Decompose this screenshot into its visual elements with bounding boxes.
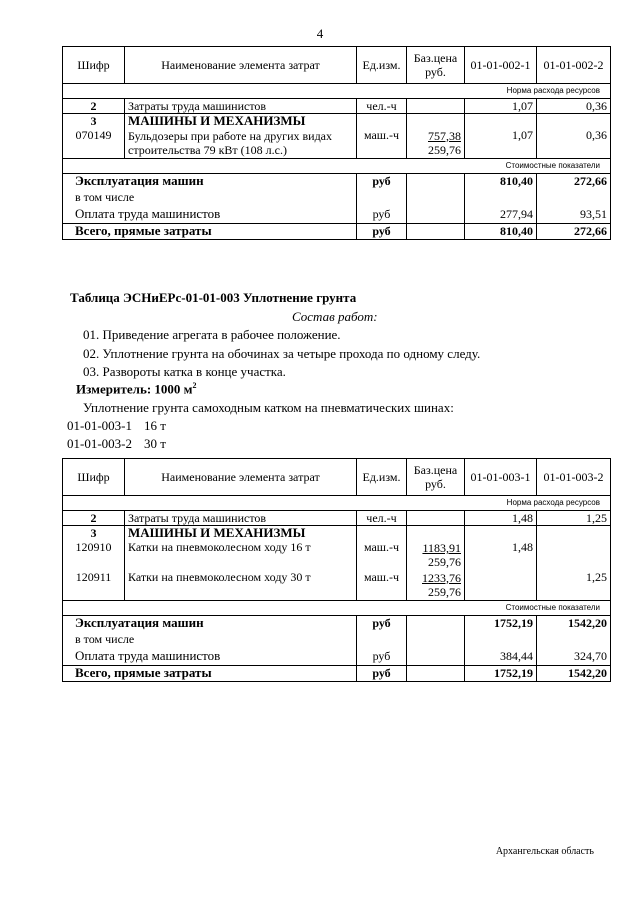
row-value-1: 1,07 — [465, 99, 537, 114]
row-value-2: 1,25 — [537, 511, 611, 526]
row-value-2: 1,25 — [537, 570, 611, 600]
cost-label: Стоимостные показатели — [63, 158, 611, 173]
header-unit: Ед.изм. — [357, 47, 407, 84]
footer-region: Архангельская область — [495, 846, 594, 857]
header-col1: 01-01-002-1 — [465, 47, 537, 84]
section-code: 3 — [63, 114, 125, 129]
row-value-2: 0,36 — [537, 99, 611, 114]
row-code: 2 — [63, 99, 125, 114]
page-number: 4 — [316, 26, 324, 41]
price-wage: 259,76 — [428, 142, 461, 157]
header-name: Наименование элемента затрат — [125, 47, 357, 84]
table-row — [63, 128, 611, 158]
row-code: 120911 — [63, 570, 125, 600]
cost-value-1: 277,94 — [465, 205, 537, 223]
variant-code: 01-01-003-1 — [67, 418, 132, 433]
variant-value: 30 т — [144, 436, 166, 451]
meter-label — [76, 381, 197, 397]
cost-name: Всего, прямые затраты — [63, 223, 357, 239]
work-item: 02. Уплотнение грунта на обочинах за четыре прохода по одному следу. — [83, 346, 481, 361]
works-title: Состав работ: — [292, 309, 378, 324]
row-unit: маш.-ч — [357, 570, 407, 600]
cost-unit: руб — [357, 615, 407, 631]
cost-value-2: 272,66 — [537, 173, 611, 189]
section-name: МАШИНЫ И МЕХАНИЗМЫ — [125, 526, 357, 541]
row-value-1: 1,07 — [465, 128, 537, 158]
table-2 — [62, 458, 611, 682]
row-name: Затраты труда машинистов — [125, 99, 357, 114]
cost-value-2: 324,70 — [537, 647, 611, 665]
row-name: Катки на пневмоколесном ходу 30 т — [125, 570, 357, 600]
table-1 — [62, 46, 611, 240]
cost-value-1: 1752,19 — [465, 615, 537, 631]
row-name: Затраты труда машинистов — [125, 511, 357, 526]
cost-value-1: 810,40 — [465, 173, 537, 189]
row-name-line2: строительства 79 кВт (108 л.с.) — [128, 142, 287, 157]
table-row — [63, 189, 611, 205]
work-item: 01. Приведение агрегата в рабочее положение. — [83, 327, 341, 342]
table-row — [63, 526, 611, 541]
row-name: Катки на пневмоколесном ходу 16 т — [125, 540, 357, 570]
cost-name: Оплата труда машинистов — [63, 647, 357, 665]
variant-code: 01-01-003-2 — [67, 436, 132, 451]
including-label: в том числе — [63, 631, 357, 647]
price-main: 1233,76 — [422, 570, 461, 585]
cost-unit: руб — [357, 173, 407, 189]
cost-value-2: 1542,20 — [537, 615, 611, 631]
norm-label: Норма расхода ресурсов — [63, 84, 611, 99]
cost-value-1: 384,44 — [465, 647, 537, 665]
header-col1: 01-01-003-1 — [465, 459, 537, 496]
norm-label: Норма расхода ресурсов — [63, 496, 611, 511]
cost-label: Стоимостные показатели — [63, 600, 611, 615]
section-name: МАШИНЫ И МЕХАНИЗМЫ — [125, 114, 357, 129]
row-value-1 — [465, 570, 537, 600]
table-row — [63, 223, 611, 239]
row-price — [407, 570, 465, 600]
header-unit: Ед.изм. — [357, 459, 407, 496]
description: Уплотнение грунта самоходным катком на пневматических шинах: — [83, 400, 454, 415]
row-value-2: 0,36 — [537, 128, 611, 158]
work-item: 03. Развороты катка в конце участка. — [83, 364, 286, 379]
cost-name: Оплата труда машинистов — [63, 205, 357, 223]
meter-text: Измеритель: 1000 м — [76, 381, 193, 397]
header-base-price: Баз.цена руб. — [407, 459, 465, 496]
row-value-1: 1,48 — [465, 511, 537, 526]
table-1-header — [63, 47, 611, 84]
cost-value-2: 272,66 — [537, 223, 611, 239]
row-unit: маш.-ч — [357, 128, 407, 158]
header-code: Шифр — [63, 47, 125, 84]
including-label: в том числе — [63, 189, 357, 205]
price-wage: 259,76 — [428, 555, 461, 569]
header-col2: 01-01-002-2 — [537, 47, 611, 84]
table-row — [63, 570, 611, 600]
cost-value-1: 1752,19 — [465, 665, 537, 681]
price-main: 757,38 — [428, 128, 461, 143]
cost-value-2: 93,51 — [537, 205, 611, 223]
cost-value-2: 1542,20 — [537, 665, 611, 681]
row-code: 070149 — [63, 128, 125, 158]
table-row — [63, 665, 611, 681]
cost-value-1: 810,40 — [465, 223, 537, 239]
table-row — [63, 511, 611, 526]
row-price — [407, 128, 465, 158]
header-name: Наименование элемента затрат — [125, 459, 357, 496]
variant-value: 16 т — [144, 418, 166, 433]
section-code: 3 — [63, 526, 125, 541]
table-row — [63, 99, 611, 114]
meter-sup: 2 — [192, 381, 197, 390]
row-name — [125, 128, 357, 158]
cost-unit: руб — [357, 205, 407, 223]
row-price — [407, 540, 465, 570]
table-2-header — [63, 459, 611, 496]
row-unit: маш.-ч — [357, 540, 407, 570]
table-row — [63, 205, 611, 223]
cost-name: Эксплуатация машин — [63, 615, 357, 631]
row-code: 2 — [63, 511, 125, 526]
price-wage: 259,76 — [428, 584, 461, 599]
header-base-price: Баз.цена руб. — [407, 47, 465, 84]
cost-name: Эксплуатация машин — [63, 173, 357, 189]
row-unit: чел.-ч — [357, 511, 407, 526]
table-row — [63, 114, 611, 129]
row-value-2 — [537, 540, 611, 570]
table-row — [63, 647, 611, 665]
cost-unit: руб — [357, 223, 407, 239]
row-value-1: 1,48 — [465, 540, 537, 570]
cost-name: Всего, прямые затраты — [63, 665, 357, 681]
table-row — [63, 615, 611, 631]
table-title: Таблица ЭСНиЕРс-01-01-003 Уплотнение грунта — [70, 290, 357, 305]
row-unit: чел.-ч — [357, 99, 407, 114]
header-col2: 01-01-003-2 — [537, 459, 611, 496]
cost-unit: руб — [357, 665, 407, 681]
price-main: 1183,91 — [422, 541, 461, 555]
row-code: 120910 — [63, 540, 125, 570]
row-name-line1: Бульдозеры при работе на других видах — [128, 128, 333, 143]
table-row — [63, 540, 611, 570]
cost-unit: руб — [357, 647, 407, 665]
header-code: Шифр — [63, 459, 125, 496]
table-row — [63, 631, 611, 647]
table-row — [63, 173, 611, 189]
